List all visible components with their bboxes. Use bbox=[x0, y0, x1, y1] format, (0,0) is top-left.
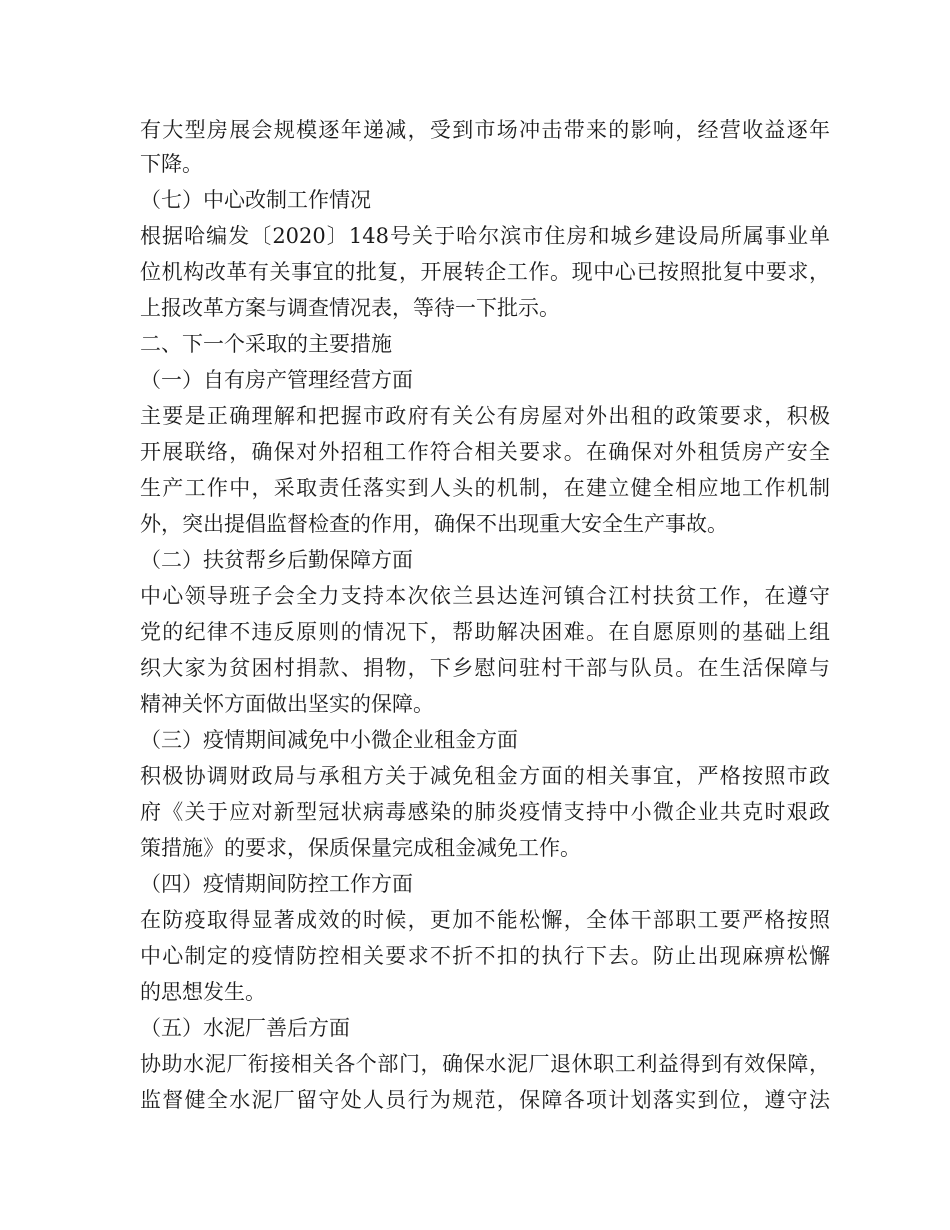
section-heading: （二）扶贫帮乡后勤保障方面 bbox=[140, 548, 413, 572]
body-text-line: 主要是正确理解和把握市政府有关公有房屋对外出租的政策要求，积极 bbox=[140, 404, 830, 428]
body-text-line: 位机构改革有关事宜的批复，开展转企工作。现中心已按照批复中要求， bbox=[140, 260, 830, 284]
body-text-line: 织大家为贫困村捐款、捐物，下乡慰问驻村干部与队员。在生活保障与 bbox=[140, 656, 830, 680]
section-heading: （五）水泥厂善后方面 bbox=[140, 1016, 350, 1040]
body-text-line: 在防疫取得显著成效的时候，更加不能松懈，全体干部职工要严格按照 bbox=[140, 908, 830, 932]
body-text-line: 积极协调财政局与承租方关于减免租金方面的相关事宜，严格按照市政 bbox=[140, 764, 830, 788]
body-text-line: 策措施》的要求，保质保量完成租金减免工作。 bbox=[140, 836, 581, 860]
body-text-line: 中心制定的疫情防控相关要求不折不扣的执行下去。防止出现麻痹松懈 bbox=[140, 944, 830, 968]
body-text-line: 的思想发生。 bbox=[140, 980, 266, 1004]
section-heading: （一）自有房产管理经营方面 bbox=[140, 368, 413, 392]
body-text-line: 协助水泥厂衔接相关各个部门，确保水泥厂退休职工利益得到有效保障， bbox=[140, 1052, 830, 1076]
body-text-line: 精神关怀方面做出坚实的保障。 bbox=[140, 692, 434, 716]
body-text-line: 监督健全水泥厂留守处人员行为规范，保障各项计划落实到位，遵守法 bbox=[140, 1088, 830, 1112]
body-text-line: 下降。 bbox=[140, 152, 203, 176]
body-text-line: 中心领导班子会全力支持本次依兰县达连河镇合江村扶贫工作，在遵守 bbox=[140, 584, 830, 608]
section-heading: （四）疫情期间防控工作方面 bbox=[140, 872, 413, 896]
body-text-line: 开展联络，确保对外招租工作符合相关要求。在确保对外租赁房产安全 bbox=[140, 440, 830, 464]
body-text-line: 根据哈编发〔2020〕148号关于哈尔滨市住房和城乡建设局所属事业单 bbox=[140, 224, 830, 248]
body-text-line: 外，突出提倡监督检查的作用，确保不出现重大安全生产事故。 bbox=[140, 512, 728, 536]
body-text-line: 上报改革方案与调查情况表，等待一下批示。 bbox=[140, 296, 560, 320]
body-text-line: 党的纪律不违反原则的情况下，帮助解决困难。在自愿原则的基础上组 bbox=[140, 620, 830, 644]
section-heading: （三）疫情期间减免中小微企业租金方面 bbox=[140, 728, 518, 752]
section-heading: （七）中心改制工作情况 bbox=[140, 188, 371, 212]
body-text-line: 府《关于应对新型冠状病毒感染的肺炎疫情支持中小微企业共克时艰政 bbox=[140, 800, 830, 824]
body-text-line: 生产工作中，采取责任落实到人头的机制，在建立健全相应地工作机制 bbox=[140, 476, 830, 500]
body-text-line: 有大型房展会规模逐年递减，受到市场冲击带来的影响，经营收益逐年 bbox=[140, 118, 830, 142]
chapter-heading: 二、下一个采取的主要措施 bbox=[140, 332, 392, 356]
